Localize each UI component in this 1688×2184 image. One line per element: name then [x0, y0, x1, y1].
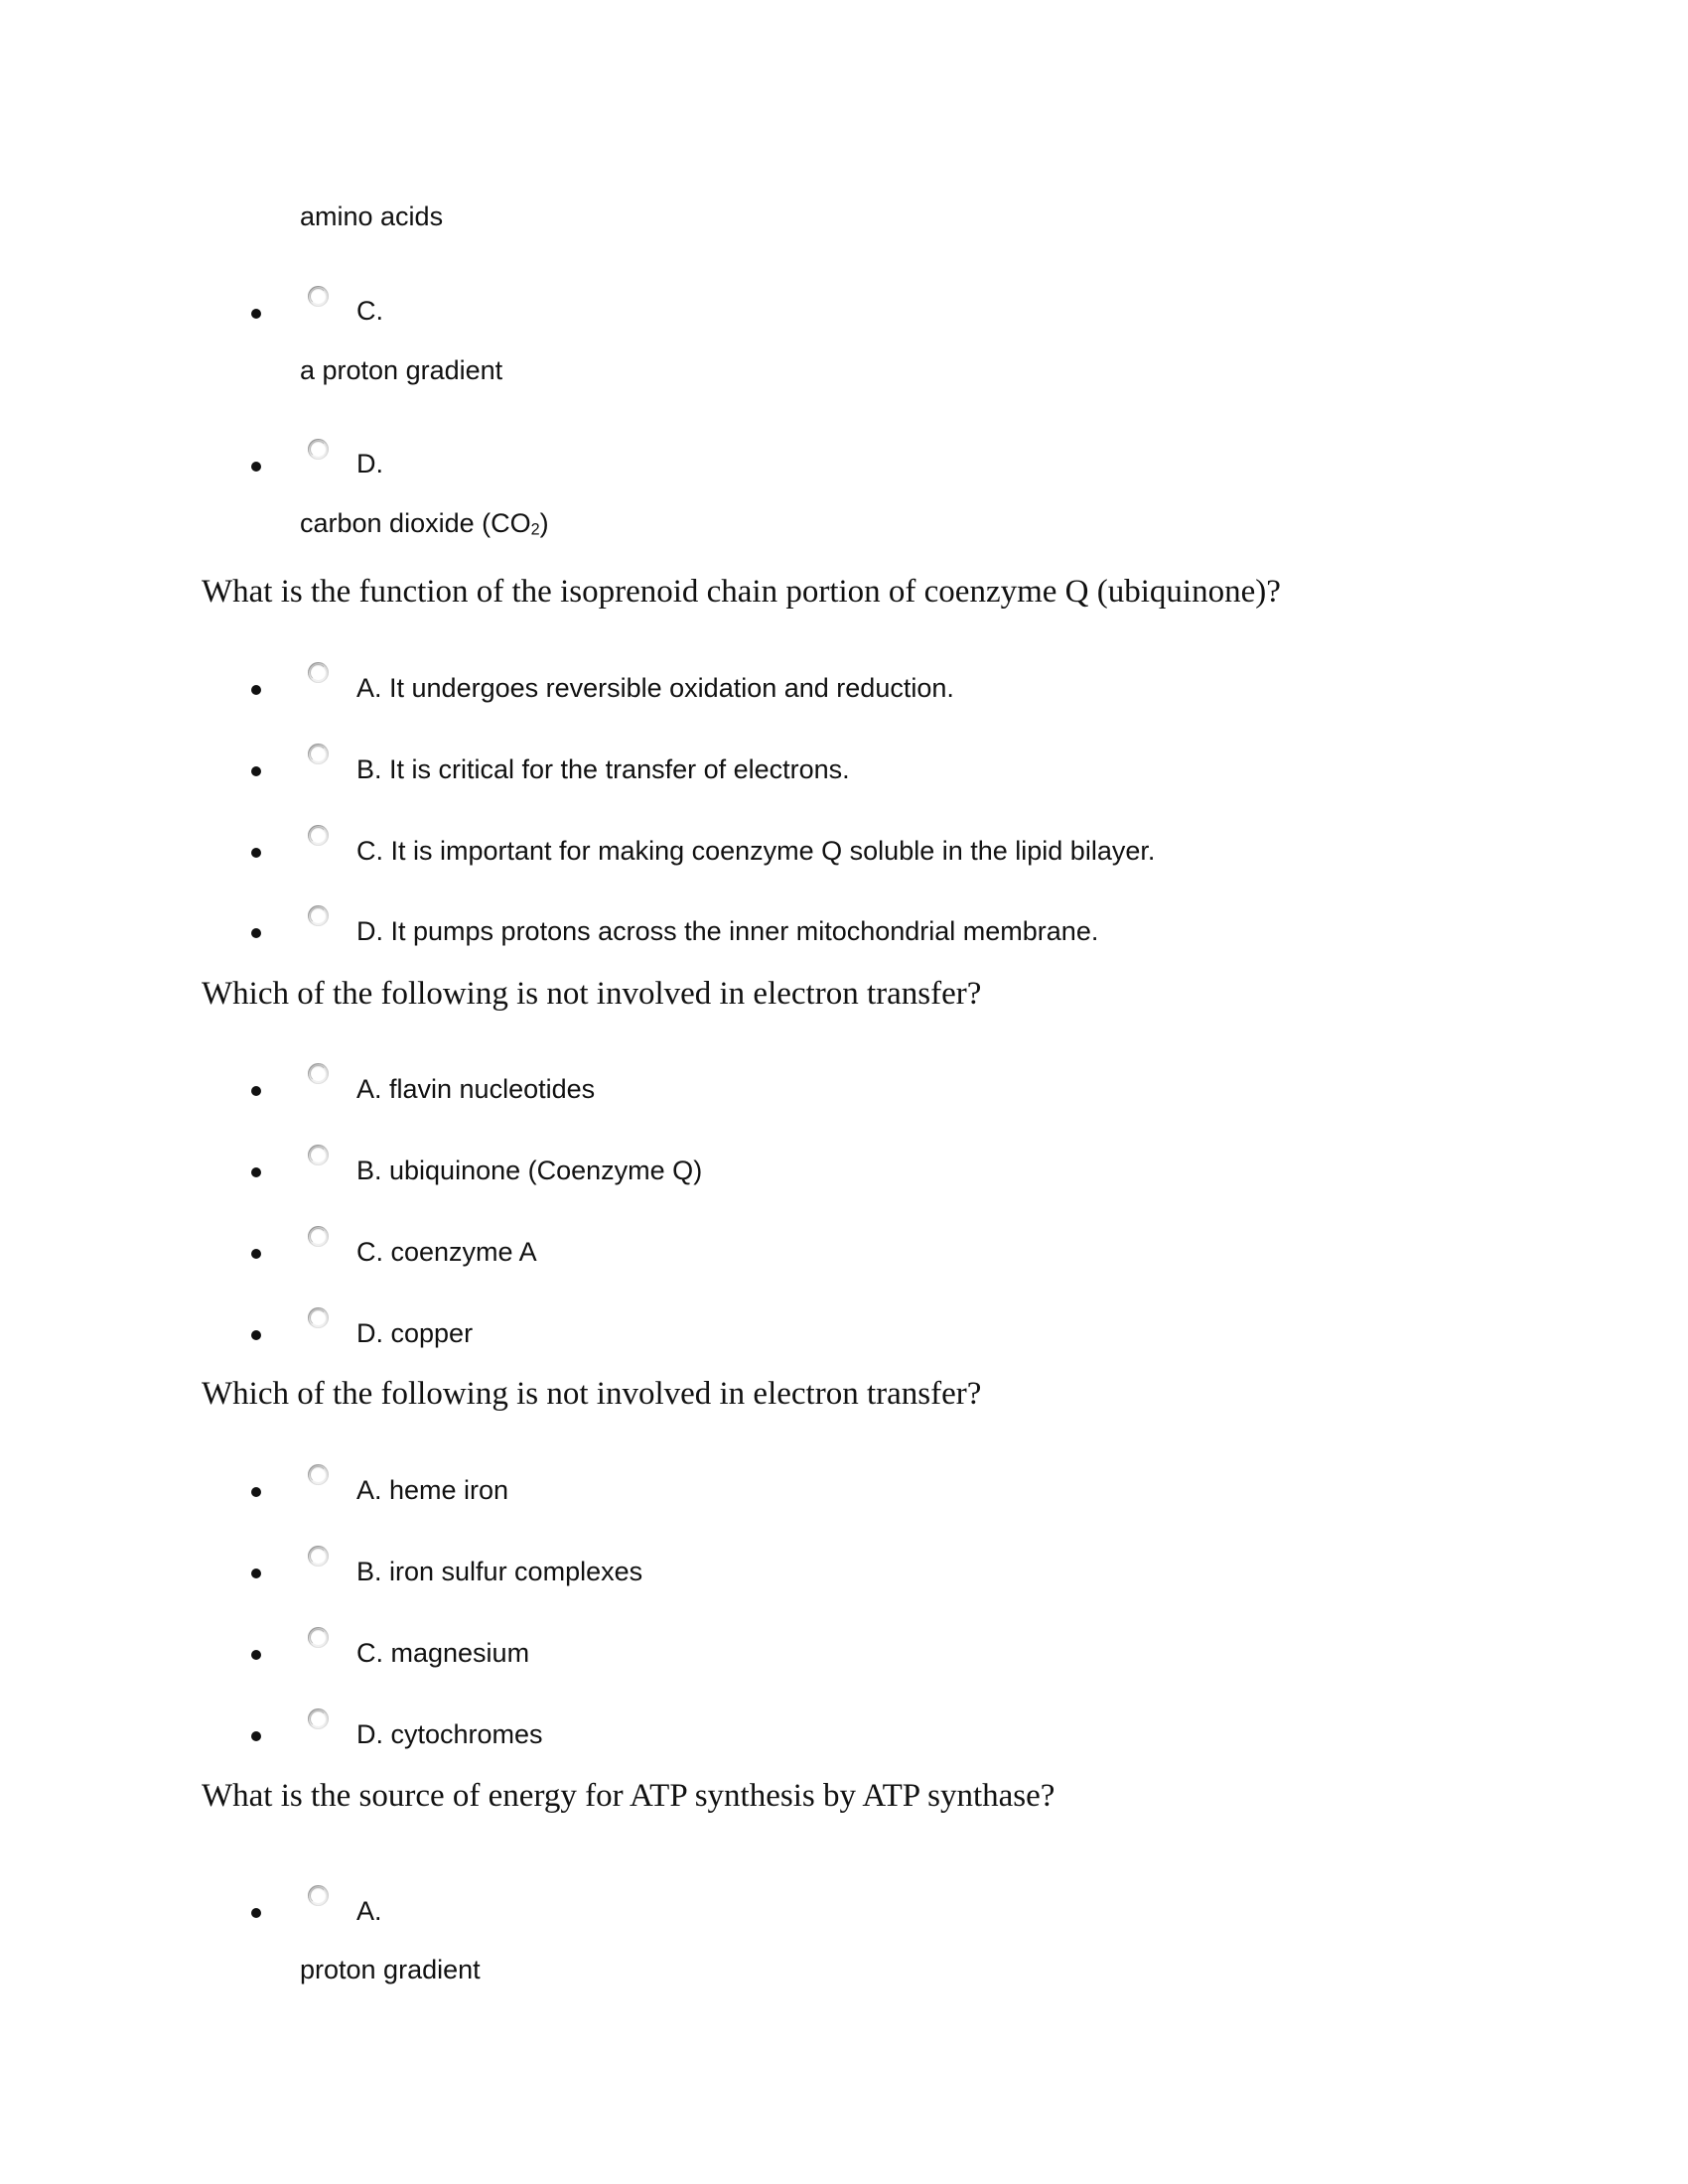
bullet-icon [251, 685, 261, 695]
question-text: Which of the following is not involved in electron transfer? [202, 1376, 982, 1412]
option-text: A. flavin nucleotides [356, 1074, 596, 1104]
option-text: A. It undergoes reversible oxidation and reduction. [356, 673, 954, 703]
option-text: proton gradient [300, 1955, 481, 1984]
question-text: What is the function of the isoprenoid chain portion of coenzyme Q (ubiquinone)? [202, 574, 1281, 610]
radio-button-icon[interactable] [308, 744, 329, 764]
option-text: C. coenzyme A [356, 1237, 537, 1267]
option-text: D. cytochromes [356, 1719, 543, 1749]
bullet-icon [251, 1569, 261, 1578]
radio-button-icon[interactable] [308, 1708, 329, 1729]
bullet-icon [251, 462, 261, 472]
bullet-icon [251, 928, 261, 938]
radio-button-icon[interactable] [308, 825, 329, 846]
bullet-icon [251, 309, 261, 319]
bullet-icon [251, 1487, 261, 1497]
radio-button-icon[interactable] [308, 662, 329, 683]
option-text: amino acids [300, 202, 444, 231]
bullet-icon [251, 848, 261, 858]
option-letter: C. [356, 296, 383, 326]
radio-button-icon[interactable] [308, 1885, 329, 1906]
radio-button-icon[interactable] [308, 1627, 329, 1648]
radio-button-icon[interactable] [308, 286, 329, 307]
radio-button-icon[interactable] [308, 1145, 329, 1165]
radio-button-icon[interactable] [308, 1546, 329, 1567]
option-text: B. iron sulfur complexes [356, 1557, 643, 1586]
option-text: C. It is important for making coenzyme Q soluble in the lipid bilayer. [356, 836, 1156, 866]
radio-button-icon[interactable] [308, 439, 329, 460]
bullet-icon [251, 1330, 261, 1340]
radio-button-icon[interactable] [308, 905, 329, 926]
radio-button-icon[interactable] [308, 1464, 329, 1485]
option-text: A. heme iron [356, 1475, 509, 1505]
bullet-icon [251, 1167, 261, 1177]
question-text: Which of the following is not involved in electron transfer? [202, 976, 982, 1012]
radio-button-icon[interactable] [308, 1307, 329, 1328]
bullet-icon [251, 1731, 261, 1741]
radio-button-icon[interactable] [308, 1226, 329, 1247]
option-letter: A. [356, 1896, 382, 1926]
bullet-icon [251, 1650, 261, 1660]
question-text: What is the source of energy for ATP synthesis by ATP synthase? [202, 1778, 1055, 1814]
option-text: a proton gradient [300, 355, 503, 385]
bullet-icon [251, 1086, 261, 1096]
option-letter: D. [356, 449, 383, 478]
option-text: D. copper [356, 1318, 474, 1348]
bullet-icon [251, 766, 261, 776]
option-text: C. magnesium [356, 1638, 530, 1668]
bullet-icon [251, 1908, 261, 1918]
bullet-icon [251, 1249, 261, 1259]
option-text: B. It is critical for the transfer of electrons. [356, 754, 850, 784]
option-text: D. It pumps protons across the inner mitochondrial membrane. [356, 916, 1099, 946]
option-text: B. ubiquinone (Coenzyme Q) [356, 1156, 703, 1185]
option-text: carbon dioxide $(CO_2)$ [300, 508, 549, 539]
radio-button-icon[interactable] [308, 1063, 329, 1084]
